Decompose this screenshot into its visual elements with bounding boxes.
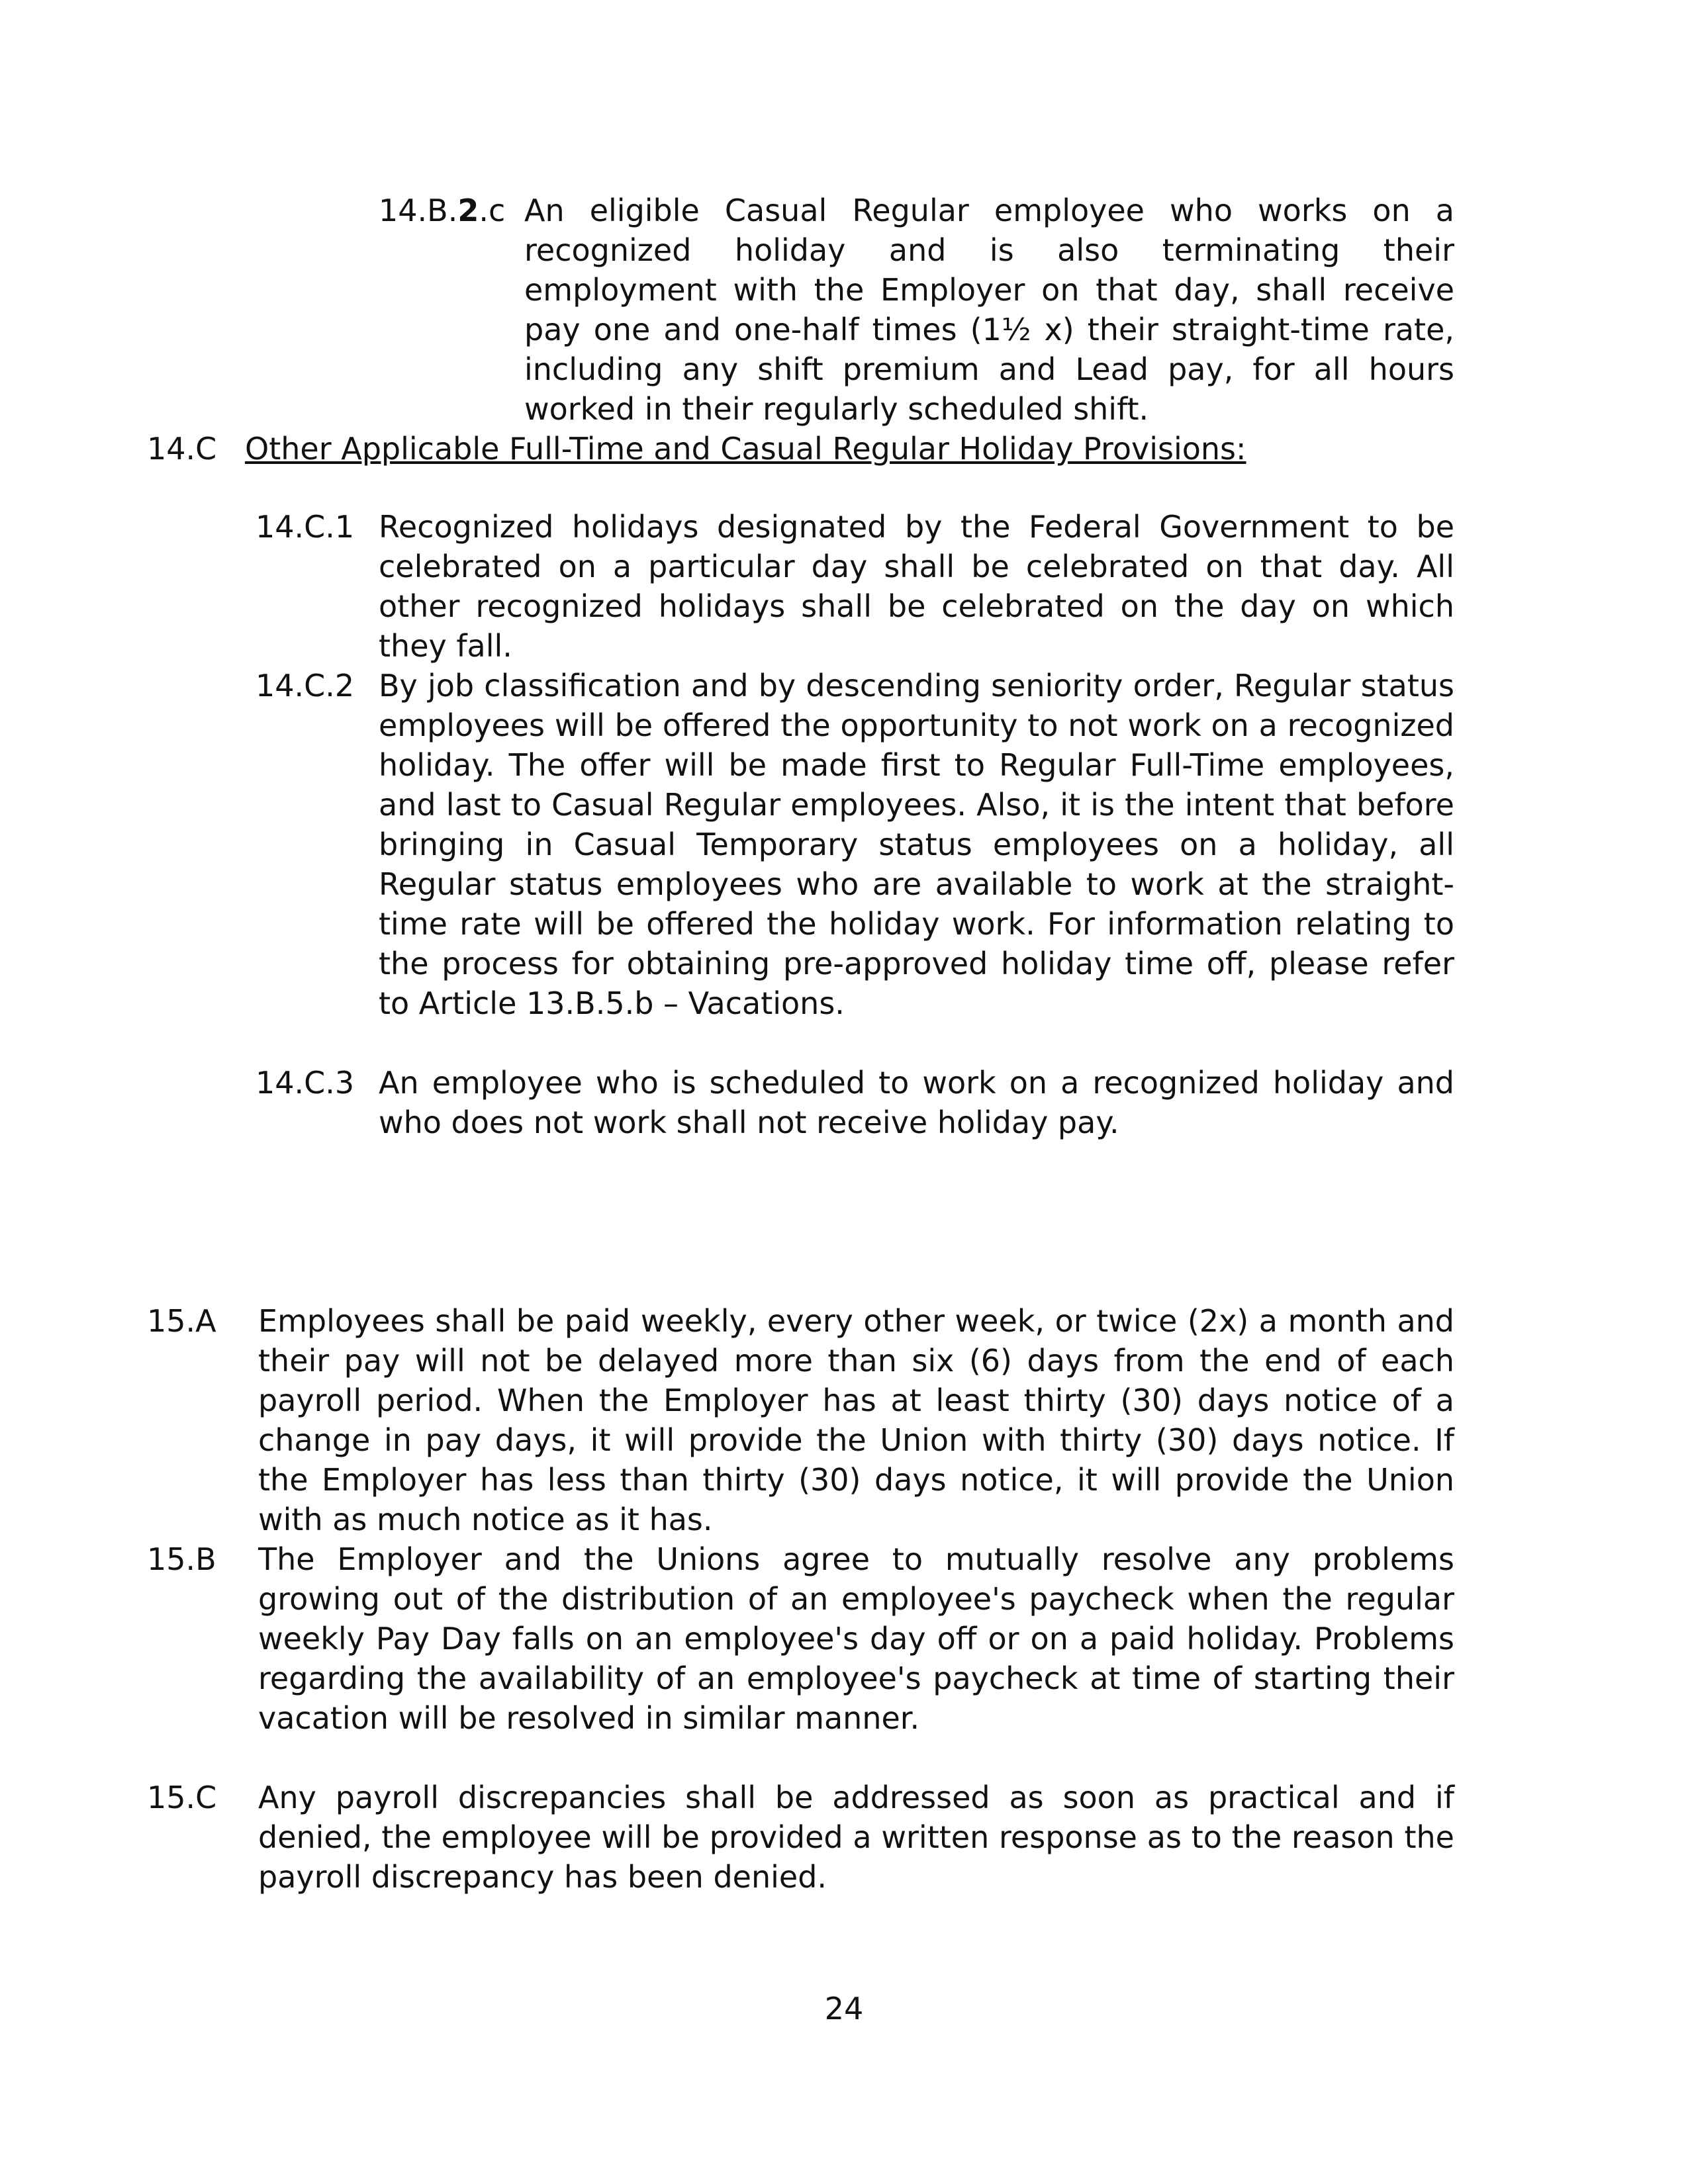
section-text: An eligible Casual Regular employee who works on a recognized holiday and is also terminating their employment with the Employer on that day, shall receive pay one and one-half times (1½ x) their straight-time rate, including any shift premium and Lead pay, for all hours worked in their regularly scheduled shift. <box>524 193 1454 427</box>
section-number: 14.C <box>147 431 217 467</box>
section-number-prefix: 14.B. <box>379 193 458 228</box>
section-text: By job classification and by descending seniority order, Regular status employees will be offered the opportunity to not work on a recognized holiday. The offer will be made first to Regular Full-Time employees, and last to Casual Regular employees. Also, it is the intent that before bringing in Casual Temporary status employees on a holiday, all Regular status employees who are available to work at the straight-time rate will be offered the holiday work. For information relating to the process for obtaining pre-approved holiday time off, please refer to Article 13.B.5.b – Vacations. <box>379 668 1454 1021</box>
section-14c3 <box>256 1063 1454 1149</box>
section-14c2 <box>256 666 1454 1030</box>
section-number-bold: 2 <box>457 193 479 228</box>
section-text: Recognized holidays designated by the Federal Government to be celebrated on a particular day shall be celebrated on that day. All other recognized holidays shall be celebrated on the day on which they fall. <box>379 509 1454 664</box>
section-15a <box>147 1301 1454 1537</box>
section-text: The Employer and the Unions agree to mutually resolve any problems growing out of the distribution of an employee's paycheck when the regular weekly Pay Day falls on an employee's day off or on a paid holiday. Problems regarding the availability of an employee's paycheck at time of starting their vacation will be resolved in similar manner. <box>258 1541 1454 1736</box>
section-14c1 <box>256 507 1454 664</box>
section-number: 15.C <box>147 1780 217 1815</box>
section-number: 14.C.3 <box>256 1065 355 1101</box>
section-number: 15.B <box>147 1541 216 1577</box>
page-number: 24 <box>824 1991 864 2026</box>
section-heading: Other Applicable Full-Time and Casual Regular Holiday Provisions: <box>245 431 1246 467</box>
section-number: 14.C.1 <box>256 509 355 545</box>
section-15c <box>147 1778 1454 1903</box>
section-14b2c <box>379 191 1454 427</box>
section-number-suffix: .c <box>479 193 506 228</box>
section-text: An employee who is scheduled to work on a recognized holiday and who does not work shall not receive holiday pay. <box>379 1065 1454 1140</box>
section-text: Any payroll discrepancies shall be addressed as soon as practical and if denied, the employee will be provided a written response as to the reason the payroll discrepancy has been denied. <box>258 1780 1454 1895</box>
section-number: 15.A <box>147 1303 216 1339</box>
section-text: Employees shall be paid weekly, every other week, or twice (2x) a month and their pay will not be delayed more than six (6) days from the end of each payroll period. When the Employer has at least thirty (30) days notice of a change in pay days, it will provide the Union with thirty (30) days notice. If the Employer has less than thirty (30) days notice, it will provide the Union with as much notice as it has. <box>258 1303 1454 1537</box>
section-14c <box>147 429 1454 469</box>
section-number: 14.C.2 <box>256 668 355 704</box>
section-15b <box>147 1539 1454 1745</box>
section-number <box>379 191 505 230</box>
